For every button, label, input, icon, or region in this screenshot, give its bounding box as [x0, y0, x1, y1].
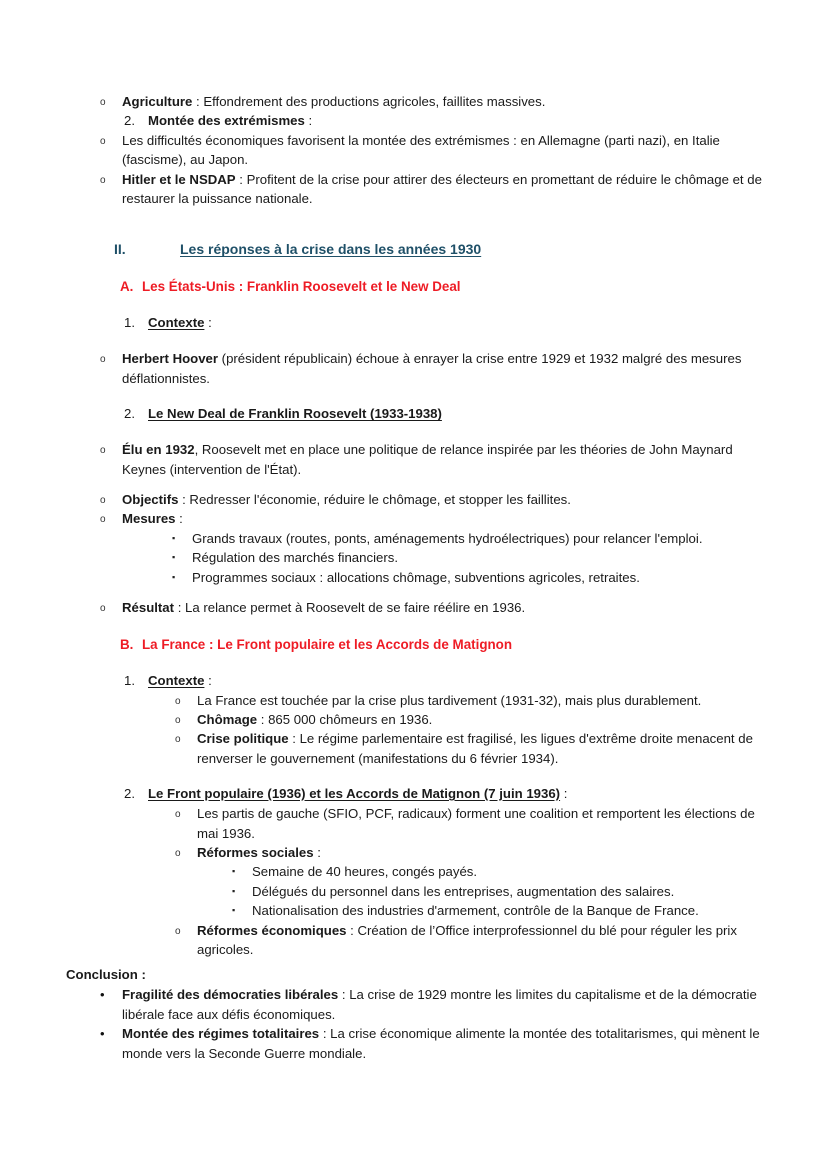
list-item	[62, 548, 766, 567]
heading-title: Contexte	[148, 672, 205, 688]
heading-number: II.	[114, 241, 126, 258]
heading-title: Les réponses à la crise dans les années 1930	[180, 241, 482, 258]
list-item	[62, 170, 766, 209]
reformes-sociales-sublist	[62, 862, 766, 920]
list-item-text	[197, 804, 766, 843]
list-item-text: Nationalisation des industries d'armement, contrôle de la Banque de France.	[252, 903, 699, 919]
list-item-body: : Effondrement des productions agricoles, faillites massives.	[192, 94, 546, 109]
square-bullet-icon: ▪	[172, 552, 176, 563]
spacer	[62, 618, 766, 634]
list-item-text	[122, 349, 766, 388]
list-item-text	[197, 843, 766, 862]
square-bullet-icon: ▪	[172, 571, 176, 582]
list-item	[62, 92, 766, 111]
list-item-lead: Résultat	[122, 600, 175, 616]
list-item-lead: Fragilité des démocraties libérales	[122, 987, 339, 1003]
heading-a-sub-2	[62, 404, 766, 424]
list-item	[62, 804, 766, 843]
heading-tail: :	[204, 672, 212, 688]
list-item-body: : La crise de 1929 montre les limites du capitalisme et de la démocratie libérale face aux défis économiques.	[122, 987, 757, 1022]
list-item-body: :	[313, 844, 321, 860]
list-item-text: Délégués du personnel dans les entreprises, augmentation des salaires.	[252, 883, 675, 899]
list-item-lead: Hitler et le NSDAP	[122, 171, 236, 187]
heading-title: Le Front populaire (1936) et les Accords de Matignon (7 juin 1936)	[148, 786, 561, 802]
list-item-text: Grands travaux (routes, ponts, aménagements hydroélectriques) pour relancer l'emploi.	[192, 530, 703, 546]
list-item	[62, 729, 766, 768]
square-bullet-icon: ▪	[232, 905, 236, 916]
list-item-body: : Création de l’Office interprofessionnel du blé pour réguler les prix agricoles.	[197, 922, 737, 957]
list-item-text: Semaine de 40 heures, congés payés.	[252, 864, 478, 880]
square-bullet-icon: ▪	[172, 532, 176, 543]
spacer	[62, 260, 766, 276]
list-item-text	[122, 440, 766, 479]
list-item-text	[122, 490, 766, 509]
list-item-text	[122, 170, 766, 209]
list-item	[62, 862, 766, 881]
list-item-lead: Chômage	[197, 711, 258, 727]
list-item-body: : La relance permet à Roosevelt de se faire réélire en 1936.	[174, 600, 526, 616]
heading-number: 2.	[124, 406, 135, 422]
list-item-lead: Objectifs	[122, 492, 179, 508]
list-item-body: Les difficultés économiques favorisent la montée des extrémismes : en Allemagne (parti nazi), en Italie (fascisme), au Japon.	[122, 132, 720, 168]
list-item	[62, 1024, 766, 1063]
top-continuation-list	[62, 92, 766, 208]
list-item-body: : La crise économique alimente la montée des totalitarismes, qui mènent le monde vers la Seconde Guerre mondiale.	[122, 1026, 760, 1061]
numbered-item-text	[148, 111, 766, 130]
list-item-body: Les partis de gauche (SFIO, PCF, radicaux) forment une coalition et remportent les élections de mai 1936.	[197, 806, 755, 841]
spacer	[62, 388, 766, 404]
conclusion-list	[62, 985, 766, 1063]
list-item-lead: Herbert Hoover	[122, 351, 219, 367]
circle-bullet-icon: o	[100, 495, 106, 507]
list-item	[62, 440, 766, 479]
list-item-text	[122, 1024, 766, 1063]
heading-title: Contexte	[148, 315, 205, 331]
list-item-body: La France est touchée par la crise plus tardivement (1931-32), mais plus durablement.	[197, 692, 702, 708]
list-item-text: Régulation des marchés financiers.	[192, 550, 398, 566]
list-item-lead: Crise politique	[197, 731, 289, 747]
list-item-text	[197, 729, 766, 768]
list-item	[62, 691, 766, 710]
list-item-body: :	[175, 511, 183, 527]
heading-letter: B.	[120, 636, 134, 652]
list-item	[62, 529, 766, 548]
heading-b-sub-2	[62, 784, 766, 804]
list-item	[62, 882, 766, 901]
spacer	[62, 333, 766, 349]
spacer	[62, 297, 766, 313]
circle-bullet-icon: o	[175, 847, 181, 859]
spacer	[62, 655, 766, 671]
numbered-item-lead: Montée des extrémismes	[148, 113, 305, 129]
list-item-text: Programmes sociaux : allocations chômage, subventions agricoles, retraites.	[192, 569, 640, 585]
square-bullet-icon: ▪	[232, 885, 236, 896]
heading-tail: :	[560, 786, 568, 802]
list-item-body: : Redresser l'économie, réduire le chômage, et stopper les faillites.	[178, 492, 571, 508]
circle-bullet-icon: o	[175, 809, 181, 821]
spacer	[62, 424, 766, 440]
heading-tail: :	[204, 315, 212, 331]
heading-number: 1.	[124, 315, 135, 331]
list-item-body: : Profitent de la crise pour attirer des électeurs en promettant de réduire le chômage et de restaurer la puissance nationale.	[122, 171, 762, 207]
list-item-lead: Montée des régimes totalitaires	[122, 1026, 320, 1042]
list-item	[62, 843, 766, 862]
section-b-sub1-list	[62, 691, 766, 769]
heading-number: 1.	[124, 672, 135, 688]
list-item-text	[197, 710, 766, 729]
circle-bullet-icon: o	[100, 97, 106, 108]
list-item-lead: Réformes économiques	[197, 922, 347, 938]
circle-bullet-icon: o	[100, 354, 106, 366]
list-item-body: (président républicain) échoue à enrayer la crise entre 1929 et 1932 malgré des mesures déflationnistes.	[122, 351, 742, 386]
circle-bullet-icon: o	[175, 714, 181, 726]
heading-section-b	[62, 634, 766, 655]
list-item	[62, 598, 766, 617]
list-item-text	[122, 598, 766, 617]
conclusion-label: Conclusion :	[66, 967, 146, 983]
list-item-text	[197, 921, 766, 960]
list-item-text	[122, 985, 766, 1024]
section-a-sub1-list	[62, 349, 766, 388]
circle-bullet-icon: o	[100, 603, 106, 615]
heading-number: 2.	[124, 786, 135, 802]
list-item-text	[122, 131, 766, 170]
circle-bullet-icon: o	[175, 695, 181, 707]
list-item	[62, 901, 766, 920]
resultat-list	[62, 598, 766, 617]
item-number: 2.	[124, 113, 135, 129]
list-item-text	[122, 509, 766, 528]
circle-bullet-icon: o	[100, 174, 106, 186]
mesures-sublist	[62, 529, 766, 587]
list-item	[62, 710, 766, 729]
list-item	[62, 921, 766, 960]
heading-a-sub-1	[62, 313, 766, 333]
heading-title: La France : Le Front populaire et les Accords de Matignon	[142, 636, 513, 652]
heading-title: Le New Deal de Franklin Roosevelt (1933-1938)	[148, 406, 442, 422]
numbered-item	[62, 111, 766, 130]
list-item-body: , Roosevelt met en place une politique de relance inspirée par les théories de John Maynard Keynes (intervention de l'État).	[122, 442, 733, 477]
section-b-sub2-list	[62, 804, 766, 959]
heading-section-ii	[62, 238, 766, 260]
circle-bullet-icon: o	[100, 445, 106, 457]
list-item	[62, 985, 766, 1024]
circle-bullet-icon: o	[175, 925, 181, 937]
circle-bullet-icon: o	[100, 514, 106, 526]
spacer	[62, 587, 766, 598]
heading-letter: A.	[120, 279, 134, 295]
spacer	[62, 768, 766, 784]
list-item-text	[197, 691, 766, 710]
list-item-lead: Élu en 1932	[122, 442, 195, 458]
heading-section-a	[62, 276, 766, 297]
list-item-text	[122, 92, 766, 111]
disc-bullet-icon: •	[100, 1026, 105, 1042]
list-item-lead: Agriculture	[122, 94, 193, 109]
list-item	[62, 131, 766, 170]
list-item-body: : Le régime parlementaire est fragilisé, les ligues d'extrême droite menacent de renverser le gouvernement (manifestations du 6 février 1934).	[197, 731, 753, 766]
circle-bullet-icon: o	[175, 734, 181, 746]
list-item-lead: Réformes sociales	[197, 844, 314, 860]
heading-title: Les États-Unis : Franklin Roosevelt et le New Deal	[142, 279, 461, 295]
numbered-item-body: :	[304, 113, 313, 129]
circle-bullet-icon: o	[100, 135, 106, 147]
list-item-lead: Mesures	[122, 511, 176, 527]
list-item	[62, 509, 766, 528]
list-item	[62, 349, 766, 388]
disc-bullet-icon: •	[100, 987, 105, 1003]
square-bullet-icon: ▪	[232, 866, 236, 877]
list-item	[62, 490, 766, 509]
spacer	[62, 479, 766, 490]
section-a-sub2-list	[62, 440, 766, 479]
list-item-body: : 865 000 chômeurs en 1936.	[257, 711, 433, 727]
heading-b-sub-1	[62, 671, 766, 691]
objectifs-mesures-list	[62, 490, 766, 587]
spacer	[62, 208, 766, 238]
list-item	[62, 568, 766, 587]
